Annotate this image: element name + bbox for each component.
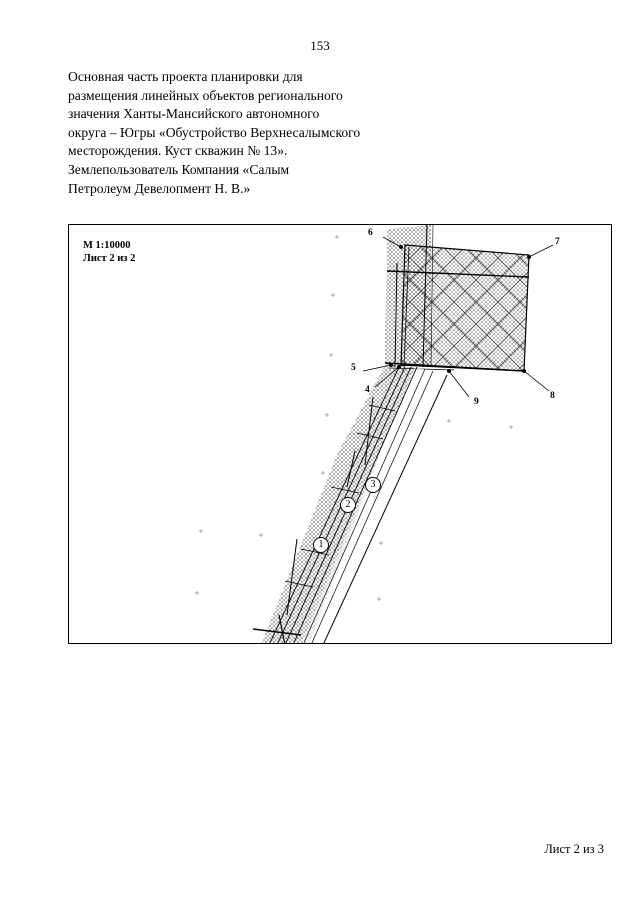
point-label-9: 9 <box>474 397 479 407</box>
site-plan-map <box>68 224 612 644</box>
heading-line: Основная часть проекта планировки для <box>68 69 303 84</box>
point-label-7: 7 <box>555 237 560 247</box>
point-label-4: 4 <box>365 385 370 395</box>
point-label-8: 8 <box>550 391 555 401</box>
heading-line: округа – Югры «Обустройство Верхнесалымского <box>68 124 361 140</box>
sheet-label: Лист 2 из 2 <box>83 253 136 264</box>
sheet-footer: Лист 2 из 3 <box>544 842 604 856</box>
point-label-6: 6 <box>368 228 373 238</box>
well-pad-area <box>385 225 529 371</box>
map-scale <box>83 239 135 265</box>
document-heading <box>68 68 428 198</box>
page-number: 153 <box>310 38 330 53</box>
object-number-1: 1 <box>313 537 329 553</box>
heading-line: Петролеум Девелопмент Н. В.» <box>68 180 251 196</box>
heading-line: размещения линейных объектов регионального <box>68 87 343 103</box>
site-plan-drawing <box>69 225 612 644</box>
point-label-5: 5 <box>351 363 356 373</box>
scale-label: М 1:10000 <box>83 240 131 251</box>
object-number-2: 2 <box>340 497 356 513</box>
object-number-3: 3 <box>365 477 381 493</box>
heading-line: значения Ханты-Мансийского автономного <box>68 106 320 122</box>
heading-line: месторождения. Куст скважин № 13». <box>68 143 288 159</box>
heading-line: Землепользователь Компания «Салым <box>68 161 290 177</box>
